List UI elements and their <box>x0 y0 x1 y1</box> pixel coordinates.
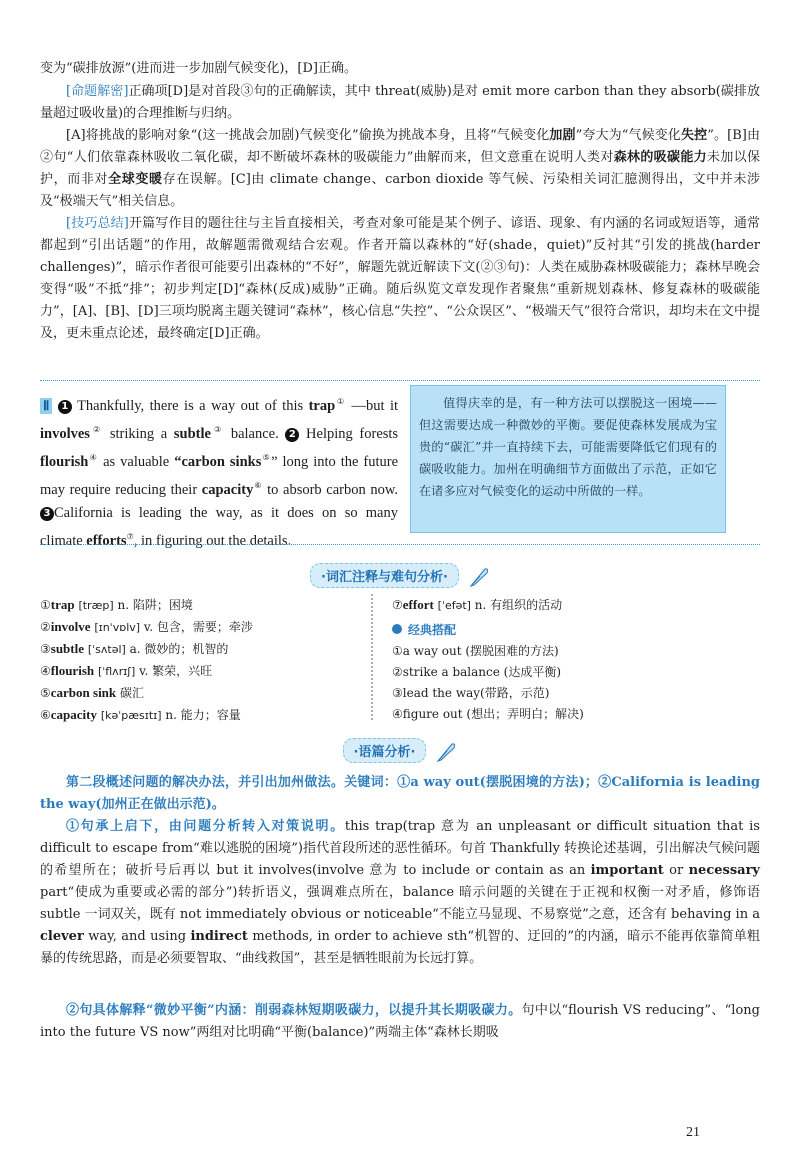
note-marker: ⑦ <box>126 532 134 542</box>
note-marker: ⑤ <box>261 453 272 463</box>
paragraph-label: Ⅱ <box>40 398 52 414</box>
vocab-title-text: ·词汇注释与难句分析· <box>310 563 459 588</box>
note-marker: ② <box>89 425 104 435</box>
passage-text: balance. <box>230 425 279 442</box>
intro-line: 变为“碳排放源”(进而进一步加剧气候变化)，[D]正确。 <box>40 61 358 76</box>
passage-text: Thankfully, there is a way out of this <box>77 397 304 414</box>
skill-paragraph <box>40 213 760 345</box>
discourse-paragraph-1 <box>40 816 760 970</box>
vocab-entry: ⑦effort [ˈefət] n. 有组织的活动 <box>392 597 563 612</box>
vocab-list-left <box>40 594 253 726</box>
collocation-entry: ②strike a balance (达成平衡) <box>392 665 562 679</box>
skill-text: 开篇写作目的题往往与主旨直接相关，考查对象可能是某个例子、谚语、现象、有内涵的名词或短语等，通常都起到“引出话题”的作用，故解题需微观结合宏观。作者开篇以森林的“好(shade，quiet)”反衬其“引发的挑战(harder challenges)”，暗示作者很可能要引出森林的“不好”，解题先就近解读下文(②③句)：人类在威胁森林吸碳能力；森林早晚会变得“吸”不抵“排”；初步判定[D]“森林(反成)威胁”正确。随后纵览文章发现作者聚焦“重新规划森林、修复森林的吸碳能力”，[A]、[B]、[D]三项均脱离主题关键词“森林”，核心信息“失控”、“公众误区”、“极端天气”很符合常识，却均未在文中提及，更未重点论述，最终确定[D]正确。 <box>40 216 760 341</box>
passage-text: , in figuring out the details. <box>133 533 292 550</box>
analysis-text: ”夸大为“气候变化 <box>575 128 682 143</box>
analysis-bold: 加剧 <box>549 128 576 143</box>
analysis-paragraph <box>40 125 760 213</box>
passage-text: California is leading the way, as it does on so many climate <box>40 505 398 550</box>
discourse-paragraph-2 <box>40 1000 760 1044</box>
sentence-number-2: 2 <box>285 428 299 442</box>
vocab-entry: ⑥capacity [kəˈpæsɪtɪ] n. 能力；容量 <box>40 707 241 722</box>
discourse-bold: ②句具体解释“微妙平衡”内涵：削弱森林短期吸碳力，以提升其长期吸碳力。 <box>66 1003 522 1018</box>
passage-text: to absorb carbon now. <box>267 481 399 498</box>
passage-text: ” long into the future may require reducing their <box>40 453 399 498</box>
quill-icon <box>435 741 457 763</box>
vocab-entry: ⑤carbon sink 碳汇 <box>40 685 144 700</box>
vocab-section-title <box>0 563 800 588</box>
discourse-bold-word: indirect <box>190 929 248 944</box>
note-marker: ③ <box>210 425 225 435</box>
analysis-bold: 森林的吸碳能力 <box>613 150 707 165</box>
vocab-involves: involves <box>40 425 90 442</box>
discourse-bold-word: necessary <box>688 863 760 878</box>
discourse-text: or <box>663 863 689 878</box>
page-number: 21 <box>686 1125 700 1140</box>
analysis-text: [A]将挑战的影响对象“(这一挑战会加剧)气候变化”偷换为挑战本身，且将“气候变化 <box>66 128 550 143</box>
analysis-bold: 全球变暖 <box>108 172 163 187</box>
vocab-entry: ④flourish [ˈflʌrɪʃ] v. 繁荣，兴旺 <box>40 663 213 678</box>
discourse-bold-word: clever <box>40 929 84 944</box>
analysis-text: 未加以保护，而非对 <box>40 150 760 187</box>
proposition-paragraph <box>40 81 760 125</box>
collocation-entry: ③lead the way(带路，示范) <box>392 686 550 700</box>
vocab-capacity: capacity <box>201 481 254 498</box>
vocab-flourish: flourish <box>40 453 89 470</box>
column-divider <box>371 594 381 720</box>
passage-text: striking a <box>109 425 168 442</box>
discourse-bold: ①句承上启下，由问题分析转入对策说明。 <box>66 819 345 834</box>
discourse-text: this trap(trap 意为 an unpleasant or difficult situation that is difficult to escape from“难以逃脱的困境”)指代首段所述的恶性循环。句首 Thankfully 转换论述基调，引出解决气候问题的希望所在；破折号后再以 but it involves(involve 意为 to include or contain as an <box>40 819 760 878</box>
vocab-entry: ②involve [ɪnˈvɒlv] v. 包含，需要；牵涉 <box>40 619 253 634</box>
discourse-text: part“使成为重要或必需的部分”)转折语义，强调难点所在，balance 暗示问题的关键在于正视和权衡一对矛盾，修饰语 subtle 一词双关，既有 not immediately obvious or noticeable“不能立马显现、不易察觉”之意，还含有 behaving in a <box>40 885 760 922</box>
collocation-heading: 经典搭配 <box>392 620 584 641</box>
discourse-text: methods, in order to achieve sth“机智的、迂回的”的内涵，暗示不能再依靠简单粗暴的传统思路，而是必须要智取、“曲线救国”，甚至是牺牲眼前为长远打算。 <box>40 929 760 966</box>
vocab-entry: ①trap [træp] n. 陷阱；困境 <box>40 597 193 612</box>
discourse-heading: 第二段概述问题的解决办法，并引出加州做法。关键词：①a way out(摆脱困境的方法)；②California is leading the way(加州正在做出示范)。 <box>40 775 760 812</box>
quill-icon <box>468 566 490 588</box>
analysis-text: 存在误解。[C]由 climate change、carbon dioxide 等气候、污染相关词汇臆测得出，文中并未涉及“极端天气”相关信息。 <box>40 172 760 209</box>
discourse-bold-word: important <box>590 863 664 878</box>
vocab-subtle: subtle <box>173 425 211 442</box>
note-marker: ④ <box>88 453 99 463</box>
skill-tag: [技巧总结] <box>66 216 129 231</box>
note-marker: ⑥ <box>253 481 263 491</box>
passage-text: Helping forests <box>306 425 399 442</box>
analysis-text: ”。[B]由②句“人们依靠森林吸收二氧化碳，却不断破坏森林的吸碳能力”曲解而来，但文意重在说明人类对 <box>40 128 760 165</box>
sentence-number-1: 1 <box>58 400 72 414</box>
discourse-text: way, and using <box>83 929 191 944</box>
proposition-text: 正确项[D]是对首段③句的正确解读，其中 threat(威胁)是对 emit more carbon than they absorb(碳排放量超过吸收量)的合理推断与归纳。 <box>40 84 760 121</box>
english-passage <box>40 390 398 553</box>
note-marker: ① <box>335 397 347 406</box>
bullet-icon <box>392 624 402 634</box>
discourse-title-text: ·语篇分析· <box>343 738 427 763</box>
proposition-tag: [命题解密] <box>66 84 129 99</box>
passage-text: as valuable <box>103 453 170 470</box>
divider-line <box>40 544 760 545</box>
discourse-text: 句中以“flourish VS reducing”、“long into the future VS now”两组对比明确“平衡(balance)”两端主体“森林长期吸 <box>40 1003 760 1040</box>
vocab-efforts: efforts <box>86 533 127 550</box>
vocab-entry: ③subtle [ˈsʌtəl] a. 微妙的；机智的 <box>40 641 229 656</box>
translation-box <box>410 385 726 533</box>
sentence-number-3: 3 <box>40 507 54 521</box>
vocab-list-right <box>392 594 584 725</box>
vocab-carbon-sinks: “carbon sinks <box>174 453 262 470</box>
analysis-bold: 失控 <box>681 128 708 143</box>
divider-line <box>40 380 760 381</box>
translation-text: 值得庆幸的是，有一种方法可以摆脱这一困境——但这需要达成一种微妙的平衡。要促使森林发展成为宝贵的“碳汇”并一直持续下去，可能需要降低它们现有的碳吸收能力。加州在明确细节方面做出了示范，正如它在诸多应对气候变化的运动中所做的一样。 <box>419 396 717 498</box>
vocab-trap: trap <box>308 397 336 414</box>
passage-text: —but it <box>351 397 399 414</box>
collocation-entry: ④figure out (想出；弄明白；解决) <box>392 707 584 721</box>
collocation-entry: ①a way out (摆脱困难的方法) <box>392 644 559 658</box>
discourse-section-title <box>0 738 800 763</box>
